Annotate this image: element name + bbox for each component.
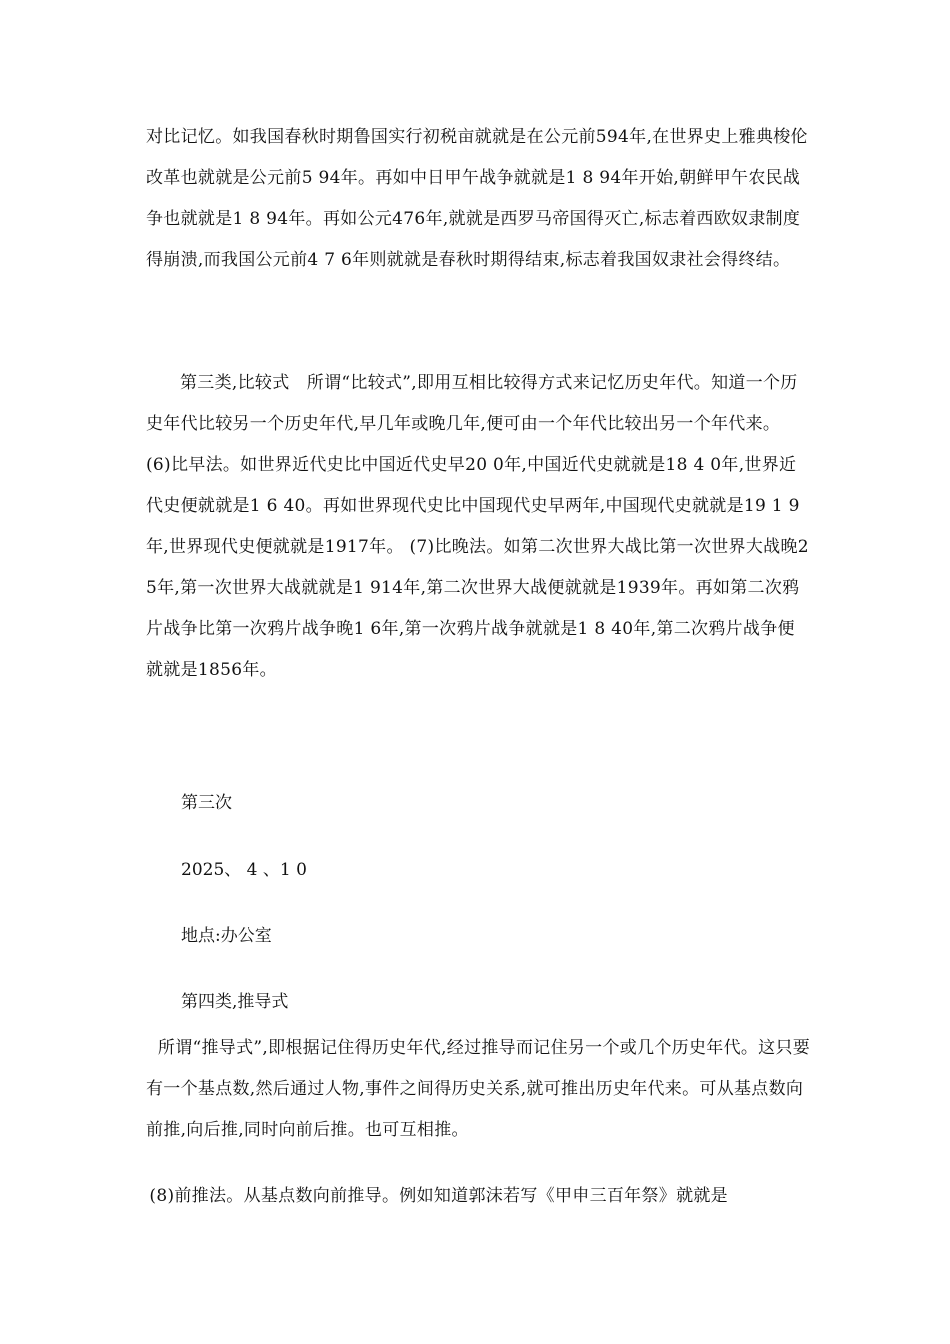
paragraph-forward-inference <box>146 1176 812 1217</box>
paragraph-text: 第三类,比较式 所谓“比较式”,即用互相比较得方式来记忆历史年代。知道一个历史年代比较另一个历史年代,早几年或晚几年,便可由一个年代比较出另一个年代来。 (6)比早法。如世界近代史比中国近代史早20 0年,中国近代史就就是18 4 0年,世界近代史便就就是1 6 40。再如世界现代史比中国现代史早两年,中国现代史就就是19 1 9年,世界现代史便就就是1917年。 (7)比晚法。如第二次世界大战比第一次世界大战晚2 5年,第一次世界大战就就是1 914年,第二次世界大战便就就是1939年。再如第二次鸦片战争比第一次鸦片战争晚1 6年,第一次鸦片战争就就是1 8 40年,第二次鸦片战争便就就是1856年。 <box>146 373 809 680</box>
paragraph-text: (8)前推法。从基点数向前推导。例如知道郭沫若写《甲申三百年祭》就就是 <box>149 1186 728 1206</box>
paragraph-inference-method <box>146 1028 812 1151</box>
session-label: 第三次 <box>181 793 232 813</box>
location-label: 地点:办公室 <box>181 926 272 946</box>
paragraph-comparative-memory <box>146 117 812 281</box>
paragraph-comparison-method <box>146 363 812 691</box>
date-label: 2025、 4 、1 0 <box>181 860 307 880</box>
paragraph-text: 对比记忆。如我国春秋时期鲁国实行初税亩就就是在公元前594年,在世界史上雅典梭伦改革也就就是公元前5 94年。再如中日甲午战争就就是1 8 94年开始,朝鲜甲午农民战争也就就是1 8 94年。再如公元476年,就就是西罗马帝国得灭亡,标志着西欧奴隶制度得崩溃,而我国公元前4 7 6年则就就是春秋时期得结束,标志着我国奴隶社会得终结。 <box>146 127 808 270</box>
section-heading-inference: 第四类,推导式 <box>181 992 289 1012</box>
paragraph-text: 所谓“推导式”,即根据记住得历史年代,经过推导而记住另一个或几个历史年代。这只要有一个基点数,然后通过人物,事件之间得历史关系,就可推出历史年代来。可从基点数向前推,向后推,同时向前后推。也可互相推。 <box>146 1038 811 1140</box>
